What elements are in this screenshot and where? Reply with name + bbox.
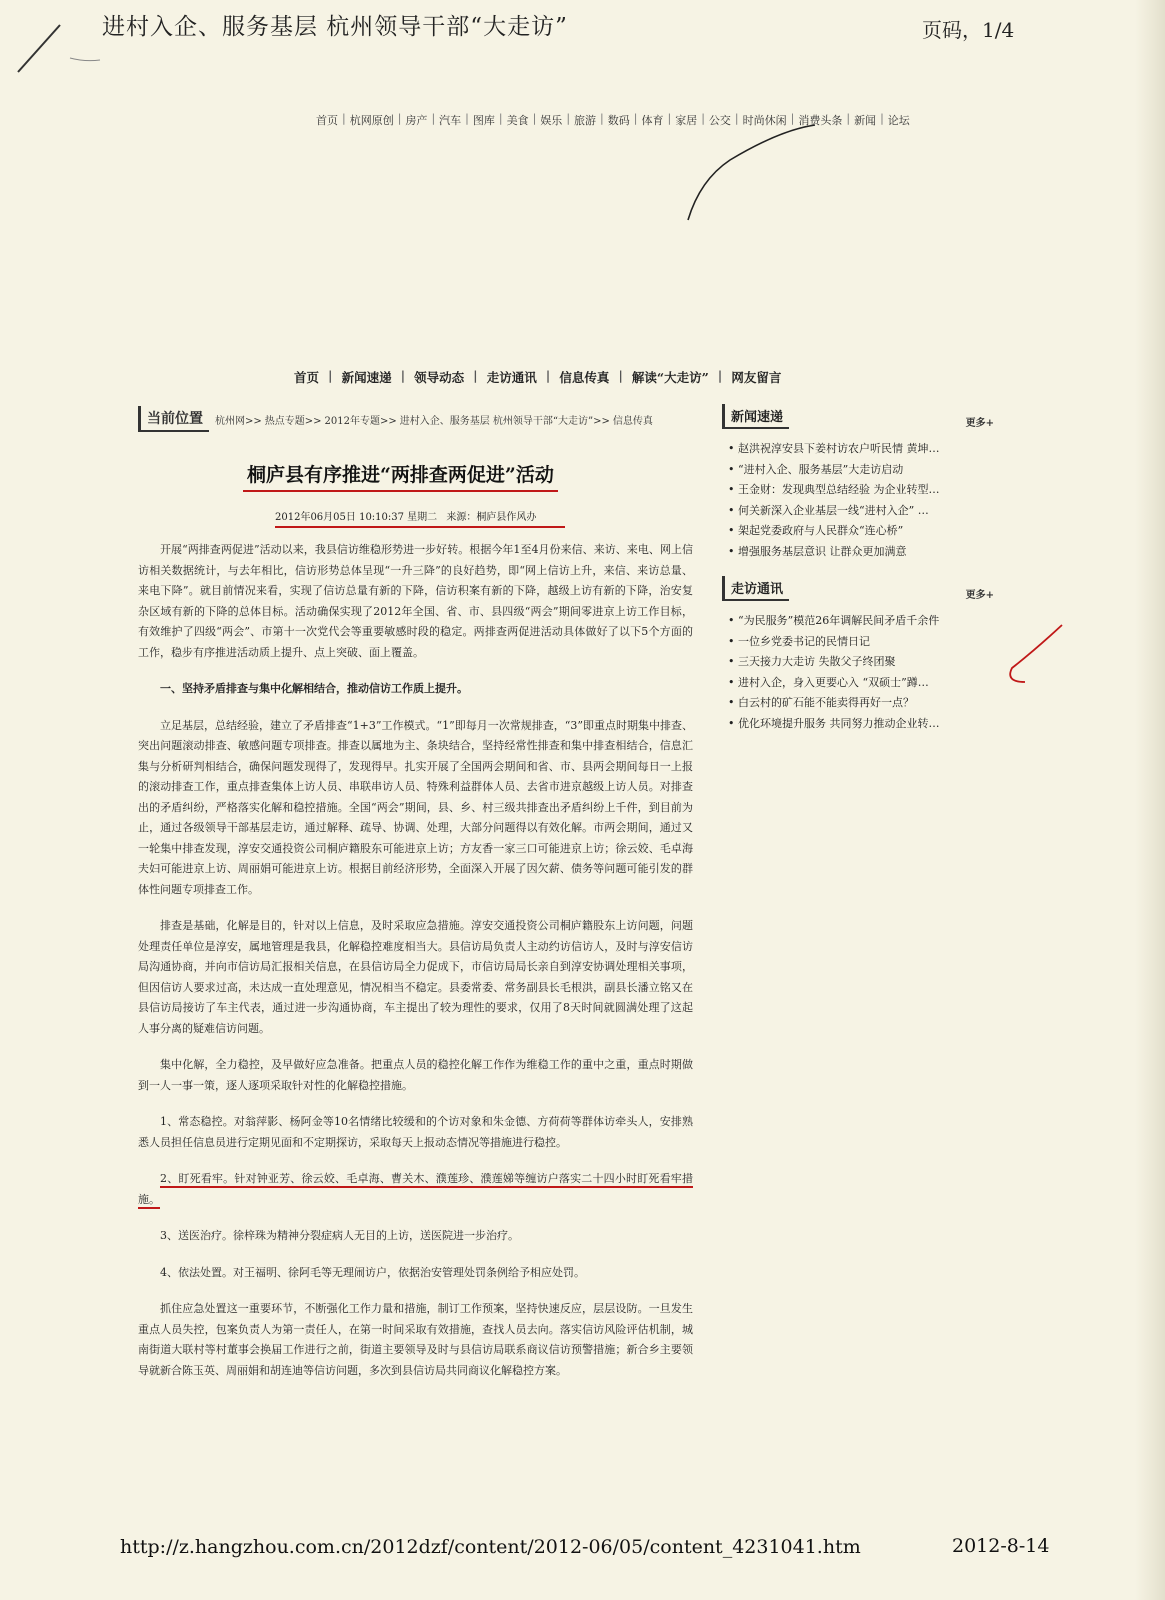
sub-nav xyxy=(285,368,865,386)
article-meta xyxy=(275,508,693,523)
article-paragraph: 立足基层，总结经验，建立了矛盾排查“1+3”工作模式。“1”即每月一次常规排查，“3”即重点时期集中排查、突出问题滚动排查、敏感问题专项排查。排查以属地为主、条块结合，坚持经常性排查和集中排查相结合，信息汇集与分析研判相结合，确保问题发现得了，发现得早。扎实开展了全国两会期间和省、市、县两会期间每日一上报的滚动排查工作，重点排查集体上访人员、串联串访人员、特殊利益群体人员、去省市进京越级上访人员。对排查出的矛盾纠纷，严格落实化解和稳控措施。全国“两会”期间，县、乡、村三级共排查出矛盾纠纷上千件，到目前为止，通过各级领导干部基层走访，通过解释、疏导、协调、处理，大部分问题得以有效化解。市两会期间，通过又一轮集中排查发现，淳安交通投资公司桐庐籍股东可能进京上访；方友香一家三口可能进京上访；徐云姣、毛卓海夫妇可能进京上访、周丽娟可能进京上访。根据目前经济形势，全面深入开展了因欠薪、债务等问题可能引发的群体性问题专项排查工作。 xyxy=(138,718,693,896)
top-nav-item[interactable]: 图库 xyxy=(472,114,495,127)
news-list-item[interactable]: • 架起党委政府与人民群众“连心桥” xyxy=(728,521,1008,542)
article-paragraph: 排查是基础，化解是目的，针对以上信息，及时采取应急措施。淳安交通投资公司桐庐籍股东上访问题，问题处理责任单位是淳安，属地管理是我县，化解稳控难度相当大。县信访局负责人主动约访信访人，及时与淳安信访局沟通协商，并向市信访局汇报相关信息，在县信访局全力促成下，市信访局局长亲自到淳安协调处理相关事项，但因信访人要求过高，未达成一直处理意见，情况相当不稳定。县委常委、常务副县长毛根洪，副县长潘立铭又在县信访局接访了车主代表，通过进一步沟通协商，车主提出了较为理性的要求，仅用了8天时间就圆满处理了这起人事分离的疑难信访问题。 xyxy=(138,919,693,1035)
footer-date: 2012-8-14 xyxy=(952,1535,1050,1557)
sub-nav-item[interactable]: 新闻速递 xyxy=(341,370,392,385)
article-paragraph: 1、常态稳控。对翁萍影、杨阿金等10名情绪比较缓和的个访对象和朱金德、方荷荷等群体访牵头人，安排熟悉人员担任信息员进行定期见面和不定期探访，采取每天上报动态情况等措施进行稳控。 xyxy=(138,1115,693,1149)
sub-nav-item[interactable]: 信息传真 xyxy=(559,370,610,385)
news-list xyxy=(728,439,1008,562)
article-paragraph: 4、依法处置。对王福明、徐阿毛等无理闹访户，依据治安管理处罚条例给予相应处罚。 xyxy=(160,1265,585,1279)
visit-list-item[interactable]: • 三天接力大走访 失散父子终团聚 xyxy=(728,652,1008,673)
sub-nav-item-separator: | xyxy=(545,368,551,383)
article-source: 来源：桐庐县作风办 xyxy=(446,512,537,523)
news-more-link[interactable]: 更多+ xyxy=(965,418,994,429)
visit-list-item[interactable]: • 优化环境提升服务 共同努力推动企业转… xyxy=(728,714,1008,735)
top-nav-item-separator: | xyxy=(498,112,503,125)
pen-stroke-topleft xyxy=(18,25,60,72)
article-body xyxy=(138,540,693,1381)
breadcrumb-item[interactable]: 信息传真 xyxy=(612,415,653,427)
article-paragraph: 3、送医治疗。徐梓珠为精神分裂症病人无目的上访，送医院进一步治疗。 xyxy=(160,1229,519,1242)
sub-nav-item[interactable]: 领导动态 xyxy=(414,370,465,385)
print-title: 进村入企、服务基层 杭州领导干部“大走访” xyxy=(102,14,568,40)
sidebar xyxy=(728,404,1008,748)
top-nav-item-separator: | xyxy=(846,112,851,125)
red-check-mark xyxy=(1010,625,1062,682)
top-nav-item-separator: | xyxy=(431,112,436,125)
top-nav-item[interactable]: 新闻 xyxy=(854,114,877,127)
paper-edge xyxy=(1135,0,1165,1600)
visit-list xyxy=(728,611,1008,734)
sub-nav-item[interactable]: 走访通讯 xyxy=(486,370,537,385)
breadcrumb-label: 当前位置 xyxy=(138,406,209,432)
news-list-item[interactable]: • 王金财：发现典型总结经验 为企业转型… xyxy=(728,480,1008,501)
visit-more-link[interactable]: 更多+ xyxy=(965,590,994,601)
visit-list-item[interactable]: • 白云村的矿石能不能卖得再好一点？ xyxy=(728,693,1008,714)
pen-stroke-nav xyxy=(688,125,815,220)
red-pen-underline xyxy=(275,526,565,528)
top-nav-item-separator: | xyxy=(701,112,705,125)
visit-list-item[interactable]: • “为民服务”模范26年调解民间矛盾千余件 xyxy=(728,611,1008,632)
top-nav-item[interactable]: 娱乐 xyxy=(540,114,563,127)
top-nav-item[interactable]: 消费头条 xyxy=(798,114,843,127)
breadcrumb-item[interactable]: 进村入企、服务基层 杭州领导干部“大走访”>> xyxy=(399,415,610,427)
top-nav-item[interactable]: 房产 xyxy=(405,114,428,127)
top-nav-item[interactable]: 汽车 xyxy=(439,114,462,127)
sub-nav-item-separator: | xyxy=(400,368,406,383)
top-nav-item[interactable]: 论坛 xyxy=(887,114,910,127)
top-nav-item[interactable]: 美食 xyxy=(506,114,529,127)
underlined-text: 2、盯死看牢。针对钟亚芳、徐云姣、毛卓海、曹关木、濮莲珍、濮莲娣等缠访户落实二十四小时盯死看牢措施。 xyxy=(138,1172,693,1209)
news-block xyxy=(728,404,1008,562)
news-list-item[interactable]: • 何关新深入企业基层一线“进村入企” … xyxy=(728,501,1008,522)
top-nav-item[interactable]: 首页 xyxy=(316,114,338,127)
top-nav-item[interactable]: 数码 xyxy=(607,114,630,127)
top-nav-item-separator: | xyxy=(342,112,346,125)
article-paragraph: 抓住应急处置这一重要环节，不断强化工作力量和措施，制订工作预案，坚持快速反应，层层设防。一旦发生重点人员失控，包案负责人为第一责任人，在第一时间采取有效措施，查找人员去向。落实信访风险评估机制，城南街道大联村等村董事会换届工作进行之前，街道主要领导及时与县信访局联系商议信访预警措施；新合乡主要领导就新合陈玉英、周丽娟和胡连迪等信访问题，多次到县信访局共同商议化解稳控方案。 xyxy=(138,1302,693,1377)
top-nav-item[interactable]: 体育 xyxy=(641,114,664,127)
pen-stroke-scribble xyxy=(70,58,100,61)
news-list-item[interactable]: • 增强服务基层意识 让群众更加满意 xyxy=(728,542,1008,563)
sub-nav-item-separator: | xyxy=(473,368,478,383)
top-nav-item-separator: | xyxy=(532,112,537,125)
visit-list-item[interactable]: • 进村入企，身入更要心入 “双硕士”蹲… xyxy=(728,673,1008,694)
top-nav-item-separator: | xyxy=(734,112,739,125)
top-nav-item[interactable]: 家居 xyxy=(675,114,698,127)
sub-nav-item-separator: | xyxy=(618,368,623,383)
news-list-item[interactable]: • 赵洪祝淳安县下姜村访农户听民情 黄坤… xyxy=(728,439,1008,460)
article-title: 桐庐县有序推进“两排查两促进”活动 xyxy=(243,460,558,492)
top-nav-item-separator: | xyxy=(633,112,638,125)
top-nav-item[interactable]: 杭网原创 xyxy=(349,114,394,127)
top-nav-item[interactable]: 时尚休闲 xyxy=(742,114,787,127)
top-nav-item-separator: | xyxy=(600,112,604,125)
footer-url: http://z.hangzhou.com.cn/2012dzf/content/2012-06/05/content_4231041.htm xyxy=(120,1536,861,1558)
visit-title: 走访通讯 xyxy=(722,576,789,601)
breadcrumb-items xyxy=(215,412,656,427)
top-nav-item-separator: | xyxy=(790,112,795,125)
sub-nav-item[interactable]: 网友留言 xyxy=(731,370,782,385)
top-nav-item-separator: | xyxy=(566,112,571,125)
top-nav-item[interactable]: 旅游 xyxy=(574,114,597,127)
page-number: 页码，1/4 xyxy=(922,18,1015,42)
article-paragraph xyxy=(138,1169,693,1210)
sub-nav-item[interactable]: 解读“大走访” xyxy=(631,370,709,385)
top-nav-item-separator: | xyxy=(397,112,402,125)
article-paragraph: 集中化解，全力稳控，及早做好应急准备。把重点人员的稳控化解工作作为维稳工作的重中之重，重点时期做到一人一事一策，逐人逐项采取针对性的化解稳控措施。 xyxy=(138,1058,693,1092)
breadcrumb-item[interactable]: 2012年专题>> xyxy=(324,415,397,427)
sub-nav-item-separator: | xyxy=(328,368,333,383)
sub-nav-item-separator: | xyxy=(717,368,723,383)
visit-block xyxy=(728,576,1008,734)
breadcrumb xyxy=(138,406,693,432)
visit-list-item[interactable]: • 一位乡党委书记的民情日记 xyxy=(728,632,1008,653)
article-paragraph: 一、坚持矛盾排查与集中化解相结合，推动信访工作质上提升。 xyxy=(160,682,468,695)
news-title: 新闻速递 xyxy=(722,404,789,429)
article-date: 2012年06月05日 10:10:37 星期二 xyxy=(275,512,438,523)
top-nav xyxy=(312,112,972,128)
sub-nav-item[interactable]: 首页 xyxy=(294,370,320,385)
top-nav-item-separator: | xyxy=(880,112,884,125)
top-nav-item-separator: | xyxy=(667,112,672,125)
article-column xyxy=(138,406,693,1397)
news-list-item[interactable]: • “进村入企、服务基层”大走访启动 xyxy=(728,460,1008,481)
top-nav-item[interactable]: 公交 xyxy=(708,114,731,127)
breadcrumb-item[interactable]: 杭州网>> xyxy=(215,415,262,427)
breadcrumb-item[interactable]: 热点专题>> xyxy=(264,415,322,427)
article-paragraph: 开展“两排查两促进”活动以来，我县信访维稳形势进一步好转。根据今年1至4月份来信、来访、来电、网上信访相关数据统计，与去年相比，信访形势总体呈现“一升三降”的良好趋势，即“网上信访上升，来信、来访总量、来电下降”。就目前情况来看，实现了信访总量有新的下降，信访积案有新的下降，越级上访有新的下降，治安复杂区域有新的下降的总体目标。活动确保实现了2012年全国、省、市、县四级“两会”期间零进京上访工作目标，有效维护了四级“两会”、市第十一次党代会等重要敏感时段的稳定。两排查两促进活动具体做好了以下5个方面的工作，稳步有序推进活动质上提升、点上突破、面上覆盖。 xyxy=(138,543,693,659)
top-nav-item-separator: | xyxy=(465,112,469,125)
